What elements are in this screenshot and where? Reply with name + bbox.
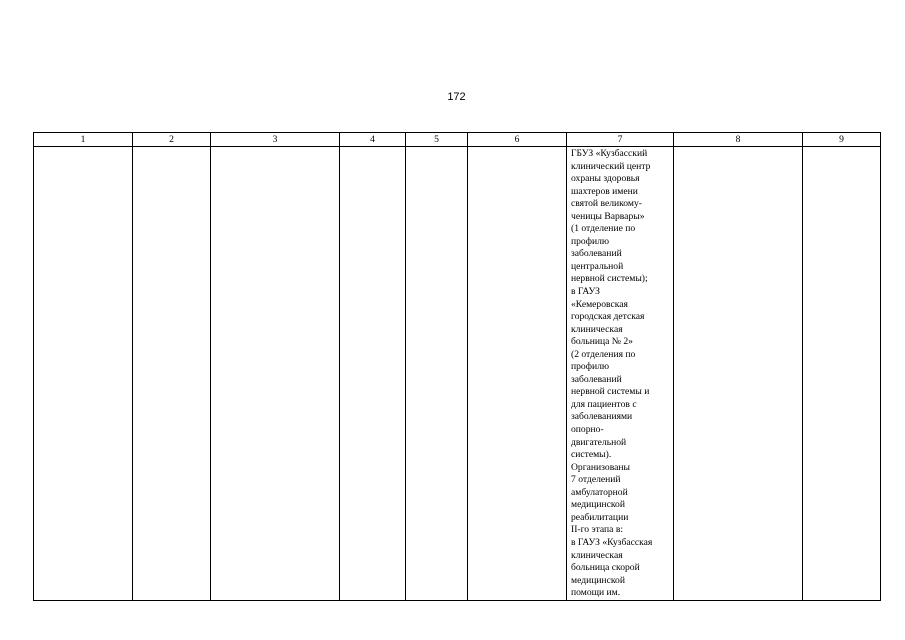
- table-cell-col1: [34, 147, 133, 601]
- column-header-5: 5: [406, 133, 468, 147]
- data-table: [33, 132, 881, 601]
- column-header-8: 8: [674, 133, 803, 147]
- table-cell-col8: [674, 147, 803, 601]
- table-cell-col4: [340, 147, 406, 601]
- table-cell-col3: [211, 147, 340, 601]
- column-header-2: 2: [133, 133, 211, 147]
- table-cell-col6: [468, 147, 567, 601]
- page-number: 172: [447, 91, 466, 103]
- header-row: [34, 133, 881, 147]
- institution-text: ГБУЗ «Кузбасский клинический центр охраны здоровья шахтеров имени святой великому- ченицы Варвары» (1 отделение по профилю заболеваний центральной нервной системы); в ГАУЗ «Кемеровская городская детская клиническая больница № 2» (2 отделения по профилю заболеваний нервной системы и для пациентов с заболеваниями опорно- двигательной системы). Организованы 7 отделений амбулаторной медицинской реабилитации II-го этапа в: в ГАУЗ «Кузбасская клиническая больница скорой медицинской помощи им.: [571, 148, 653, 599]
- table-cell-col2: [133, 147, 211, 601]
- column-header-6: 6: [468, 133, 567, 147]
- column-header-3: 3: [211, 133, 340, 147]
- column-header-4: 4: [340, 133, 406, 147]
- column-header-7: 7: [567, 133, 674, 147]
- table-cell-col7: [567, 147, 674, 601]
- column-header-9: 9: [803, 133, 881, 147]
- table-row: [34, 147, 881, 601]
- column-header-1: 1: [34, 133, 133, 147]
- table-cell-col5: [406, 147, 468, 601]
- table-cell-col9: [803, 147, 881, 601]
